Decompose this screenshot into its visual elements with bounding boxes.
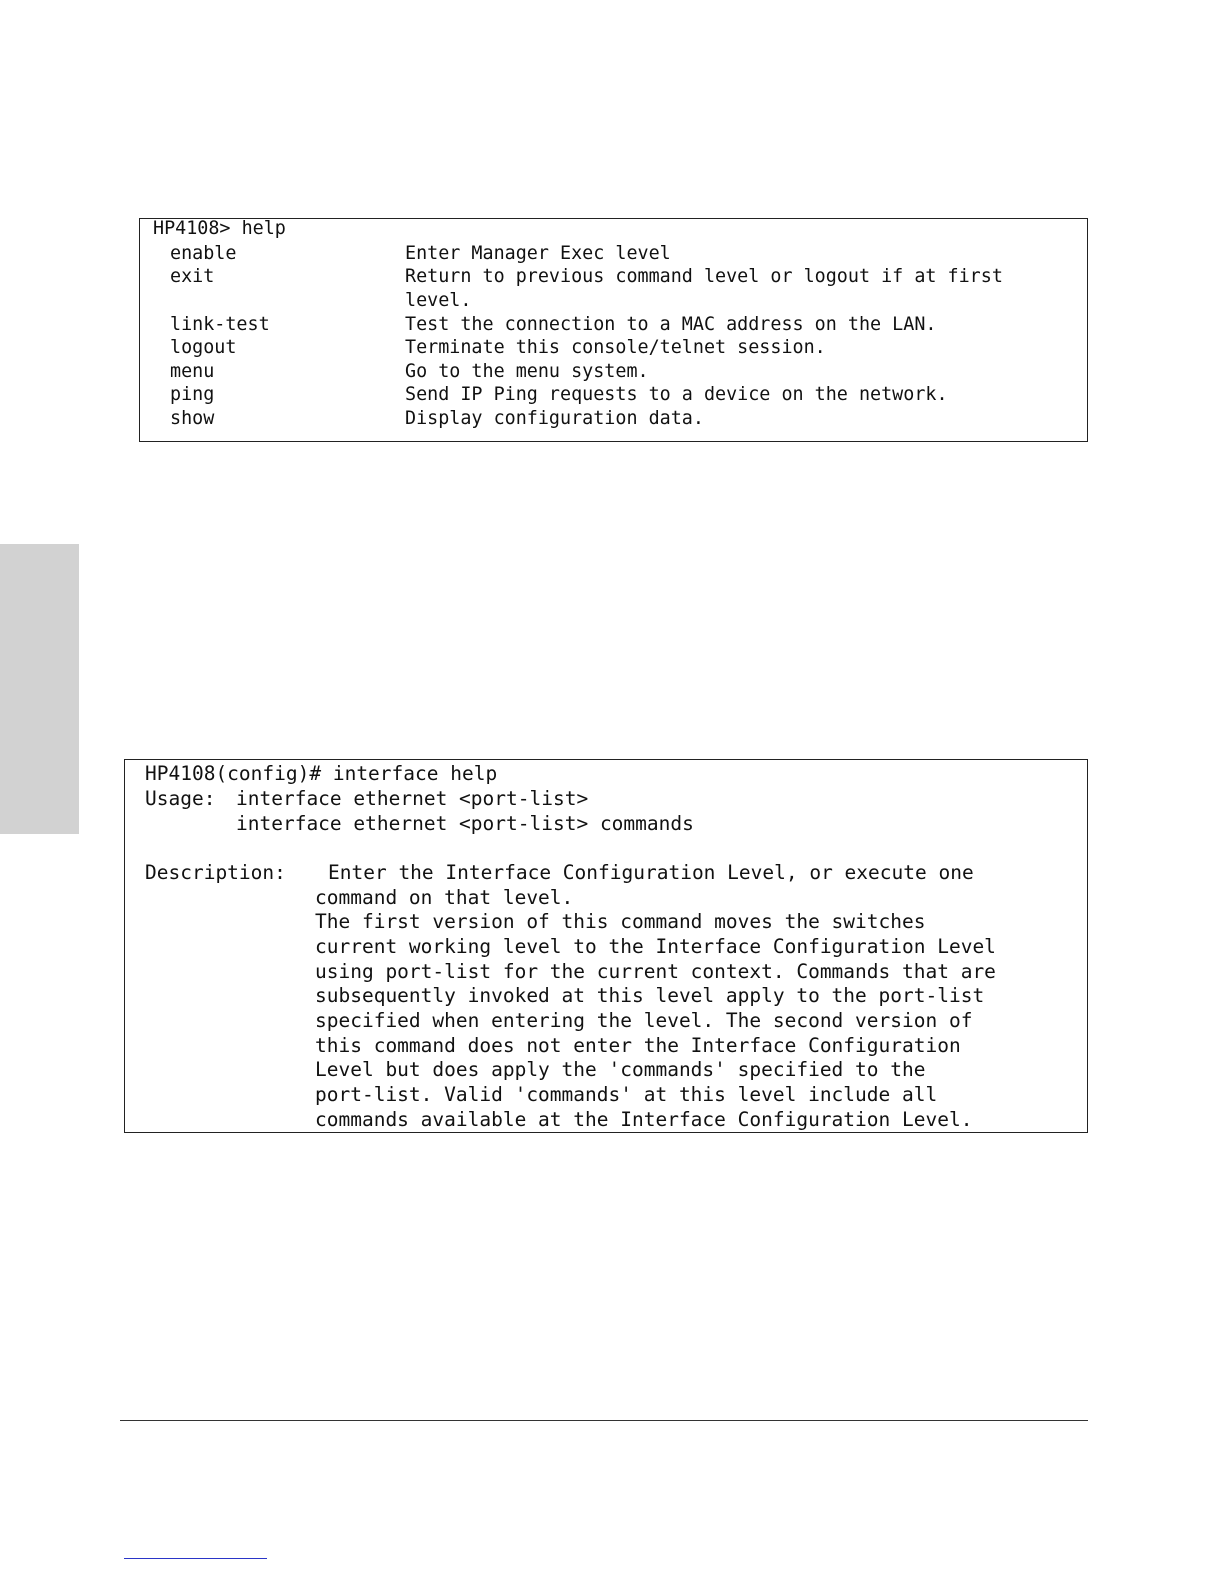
interface-prompt: HP4108(config)# interface help (145, 762, 498, 785)
command-description: Display configuration data. (405, 408, 704, 429)
help-console-box (139, 218, 1088, 442)
description-line: command on that level. (315, 886, 574, 909)
description-label: Description: (145, 861, 286, 884)
description-line: Level but does apply the 'commands' specified to the (315, 1058, 926, 1081)
command-name: show (170, 408, 215, 429)
usage-label: Usage: (145, 787, 216, 810)
description-line: port-list. Valid 'commands' at this level include all (315, 1083, 938, 1106)
command-description: Go to the menu system. (405, 361, 649, 382)
command-description: Send IP Ping requests to a device on the network. (405, 384, 948, 405)
command-description: Terminate this console/telnet session. (405, 337, 826, 358)
footer-link-underline[interactable] (124, 1558, 267, 1559)
command-name: ping (170, 384, 215, 405)
command-name: logout (170, 337, 237, 358)
help-prompt: HP4108> help (153, 218, 286, 239)
chapter-side-tab (0, 544, 79, 834)
description-line: specified when entering the level. The second version of (315, 1009, 973, 1032)
command-description-continued: level. (405, 290, 472, 311)
command-name: link-test (170, 314, 270, 335)
command-description: Return to previous command level or logout if at first (405, 266, 1003, 287)
description-line: this command does not enter the Interface Configuration (315, 1034, 961, 1057)
command-description: Test the connection to a MAC address on the LAN. (405, 314, 937, 335)
description-line: using port-list for the current context. Commands that are (315, 960, 996, 983)
description-line: subsequently invoked at this level apply to the port-list (315, 984, 985, 1007)
description-line: Enter the Interface Configuration Level, or execute one (328, 861, 974, 884)
description-line: commands available at the Interface Configuration Level. (315, 1108, 973, 1131)
command-name: enable (170, 243, 237, 264)
description-line: The first version of this command moves the switches (315, 910, 926, 933)
usage-line: interface ethernet <port-list> (236, 787, 589, 810)
command-name: menu (170, 361, 215, 382)
command-name: exit (170, 266, 215, 287)
footer-divider (120, 1420, 1088, 1421)
usage-line: interface ethernet <port-list> commands (236, 812, 694, 835)
interface-help-console-box (124, 759, 1088, 1133)
command-description: Enter Manager Exec level (405, 243, 671, 264)
description-line: current working level to the Interface Configuration Level (315, 935, 996, 958)
